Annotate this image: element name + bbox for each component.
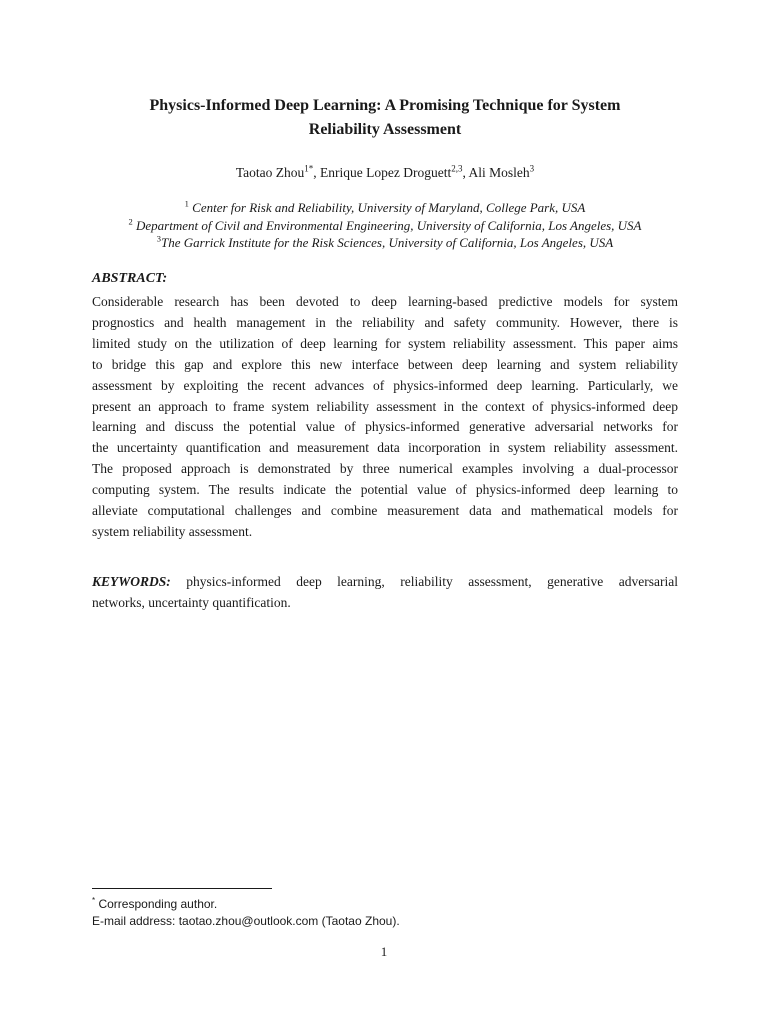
affiliation-text: Department of Civil and Environmental Engineering, University of California, Los Angeles, USA: [135, 217, 642, 233]
author-name: Enrique Lopez Droguett: [320, 165, 452, 180]
author-affiliation-mark: 2,3: [451, 163, 463, 174]
footnote-mark: *: [92, 896, 96, 905]
affiliation-item: [92, 234, 678, 252]
abstract-line: assessment by exploiting the recent advances of physics-informed deep learning. Particularly, we: [92, 377, 678, 393]
abstract-body: [92, 292, 678, 543]
abstract-line: the uncertainty quantification and measurement data incorporation in system reliability assessment.: [92, 440, 678, 456]
abstract-line: limited study on the utilization of deep learning for system reliability assessment. This paper aims: [92, 335, 678, 351]
footnotes: [92, 896, 400, 930]
title-line-2: Reliability Assessment: [308, 121, 462, 138]
page-number: 1: [380, 944, 388, 959]
keywords-line: networks, uncertainty quantification.: [92, 595, 291, 610]
footnote-divider: [92, 888, 272, 889]
affiliation-item: [92, 217, 678, 235]
keywords-section: [92, 571, 678, 613]
corresponding-author-note: [92, 896, 400, 913]
affiliation-mark: 2: [128, 216, 133, 227]
title-line-1: Physics-Informed Deep Learning: A Promising Technique for System: [149, 97, 621, 114]
corresponding-author-text: Corresponding author.: [95, 897, 218, 911]
affiliation-mark: 1: [184, 198, 189, 209]
affiliation-text: Center for Risk and Reliability, University of Maryland, College Park, USA: [192, 200, 586, 215]
paper-title: [92, 94, 678, 142]
abstract-line: learning and discuss the potential value of physics-informed generative adversarial networks for: [92, 419, 678, 435]
email-note: E-mail address: taotao.zhou@outlook.com (Taotao Zhou).: [92, 914, 400, 928]
abstract-heading: ABSTRACT:: [92, 271, 168, 286]
keywords-line: [92, 571, 678, 592]
affiliation-mark: 3: [156, 233, 162, 244]
abstract-line: The proposed approach is demonstrated by three numerical examples involving a dual-processor: [92, 461, 678, 477]
abstract-line: alleviate computational challenges and combine measurement data and mathematical models for: [92, 503, 678, 519]
keywords-text: physics-informed deep learning, reliability assessment, generative adversarial: [170, 574, 678, 589]
abstract-line: computing system. The results indicate the potential value of physics-informed deep learning to: [92, 482, 678, 498]
affiliation-list: [92, 199, 678, 252]
author-list: [92, 164, 678, 182]
author-affiliation-mark: 1*: [304, 163, 314, 174]
author-name: Ali Mosleh: [468, 165, 530, 180]
abstract-line: system reliability assessment.: [92, 523, 253, 539]
author-affiliation-mark: 3: [529, 163, 535, 174]
affiliation-item: [92, 199, 678, 217]
author-separator: ,: [313, 165, 321, 180]
author-separator: ,: [462, 165, 469, 180]
affiliation-text: The Garrick Institute for the Risk Sciences, University of California, Los Angeles, USA: [161, 235, 614, 250]
abstract-line: Considerable research has been devoted to deep learning-based predictive models for system: [92, 294, 678, 309]
abstract-line: to bridge this gap and explore this new interface between deep learning and system reliability: [92, 356, 678, 372]
abstract-line: prognostics and health management in the reliability and safety community. However, there is: [92, 314, 678, 330]
author-name: Taotao Zhou: [235, 165, 305, 180]
keywords-label: KEYWORDS:: [92, 574, 171, 589]
abstract-line: present an approach to frame system reliability assessment in the context of physics-informed deep: [92, 398, 678, 414]
